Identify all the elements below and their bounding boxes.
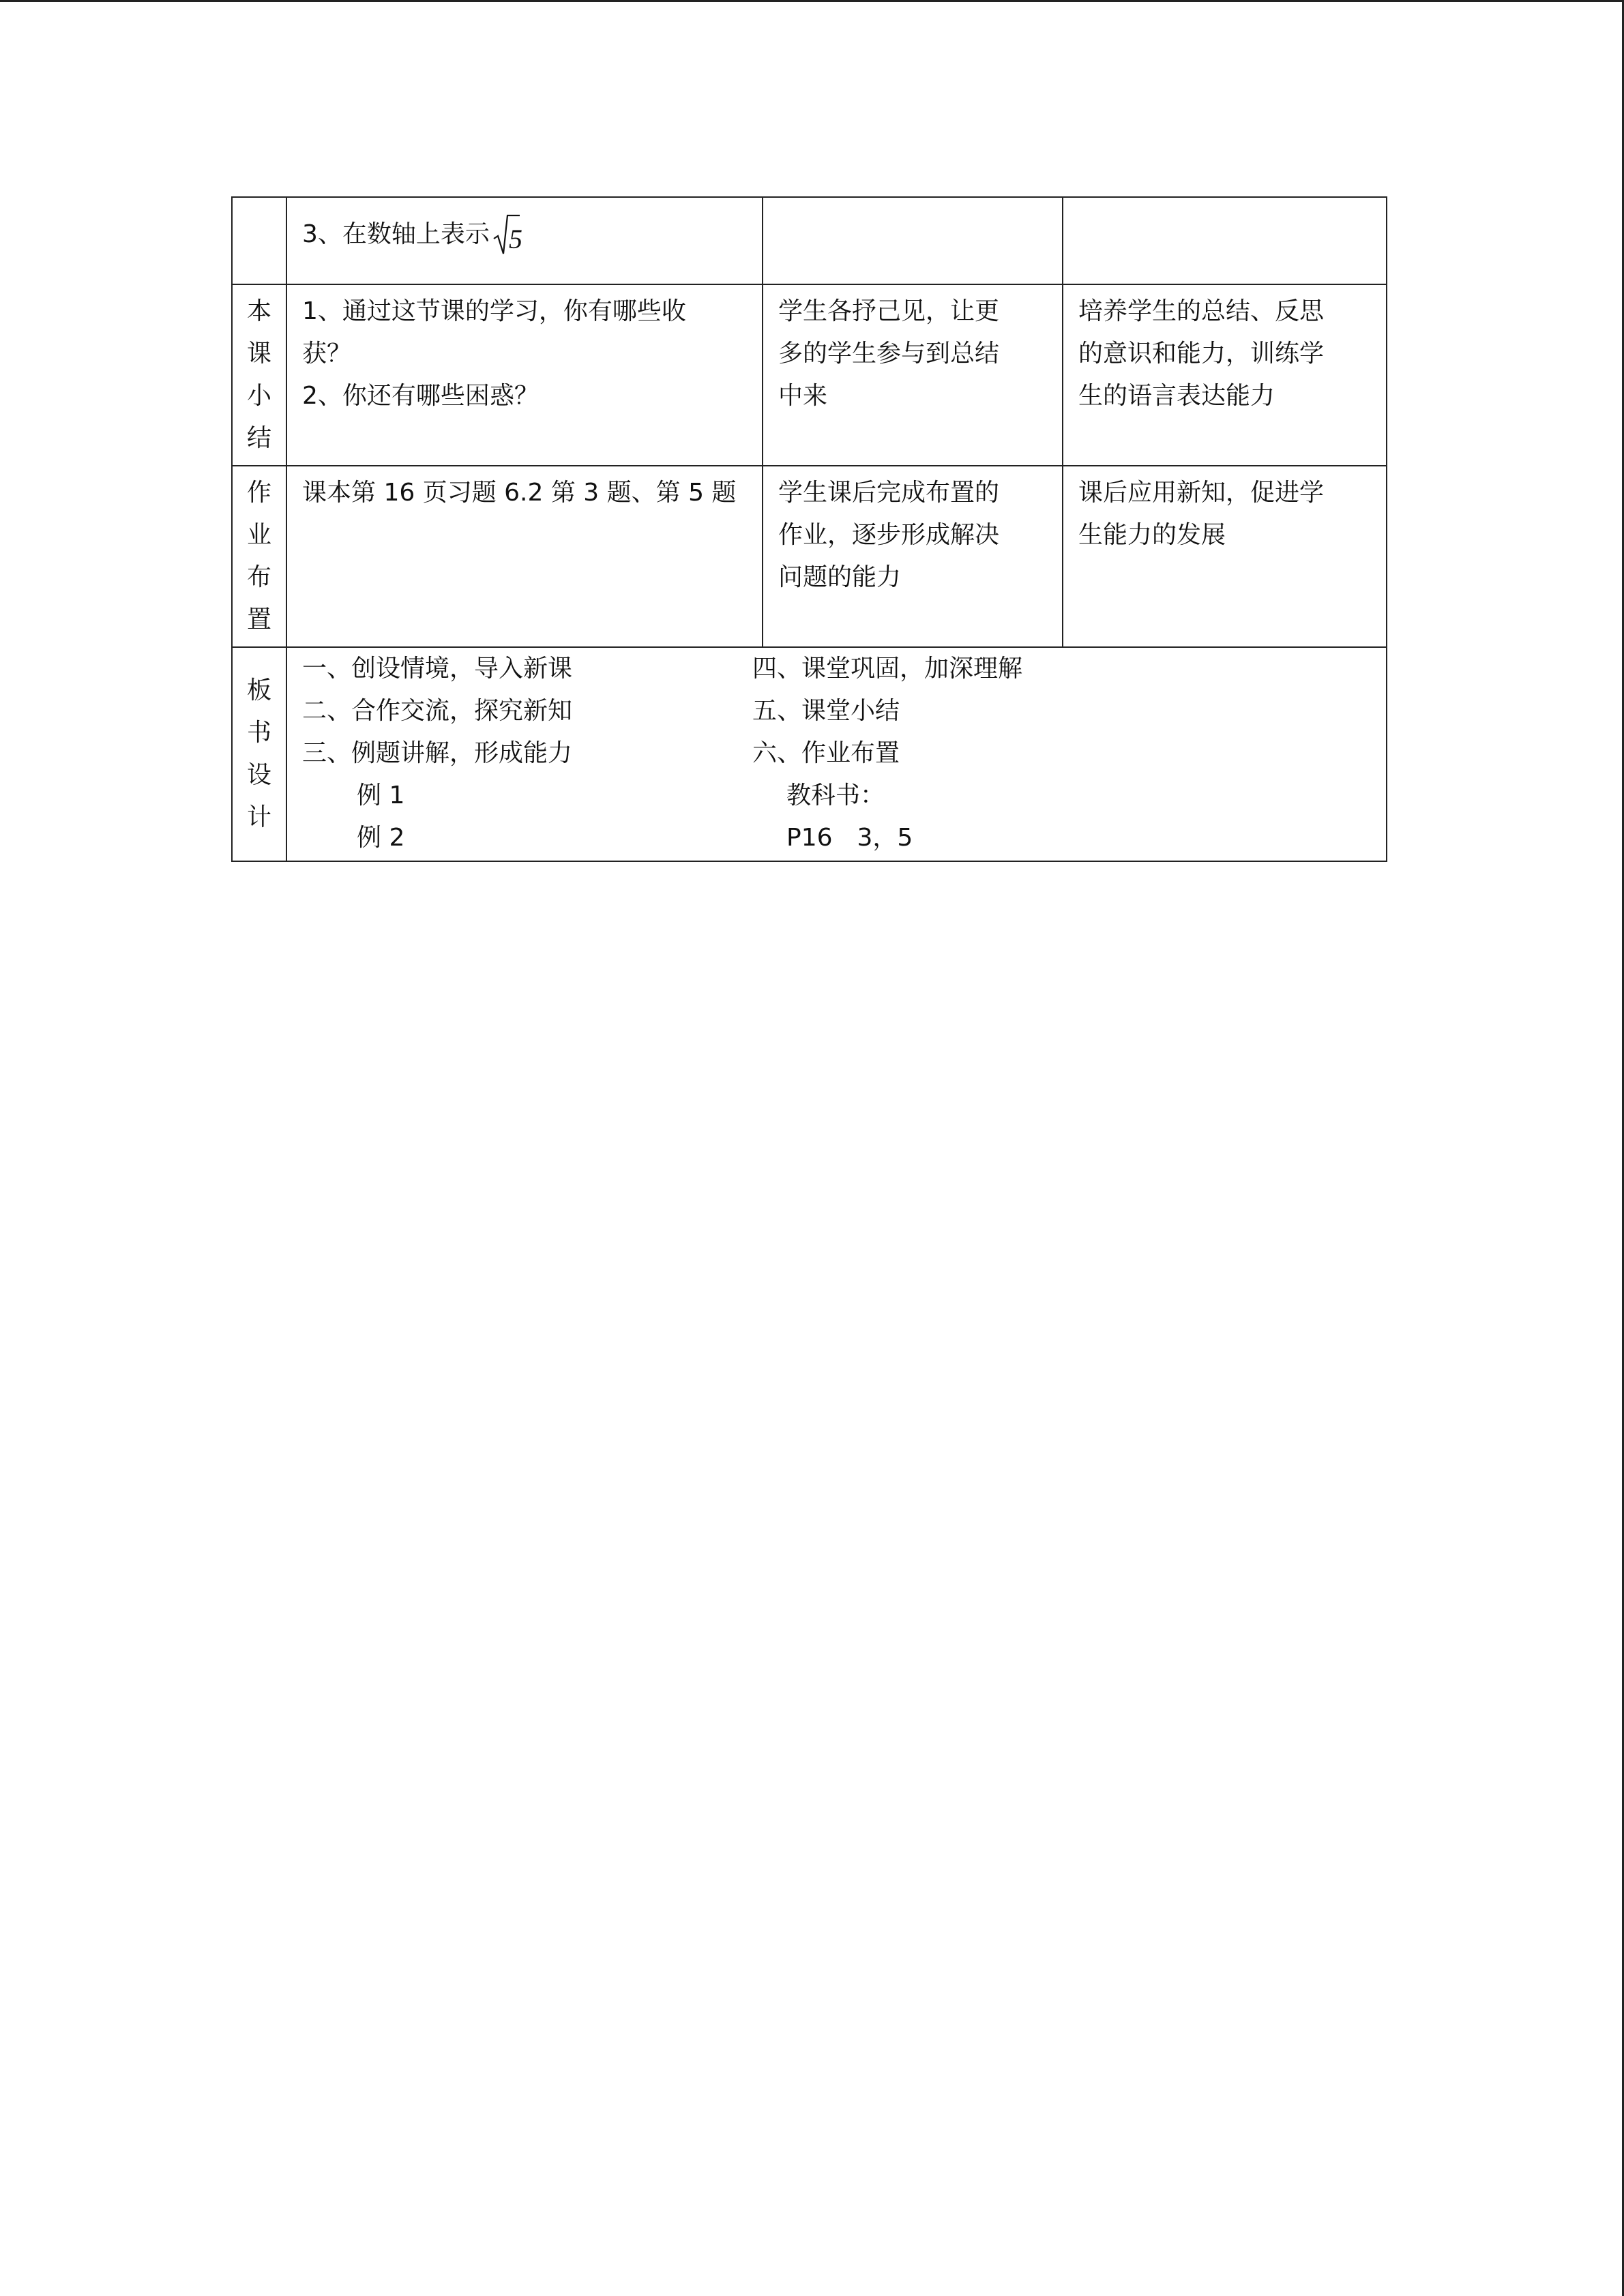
board-outline-item: 三、例题讲解，形成能力 (302, 739, 573, 767)
summary-question-line: 获？ (302, 340, 352, 368)
table-row-number-line (232, 197, 1387, 284)
number-line-task-text: 3、在数轴上表示 (302, 220, 490, 248)
design-intent-line: 生的语言表达能力 (1078, 382, 1275, 410)
design-intent-line: 生能力的发展 (1078, 521, 1226, 549)
board-outline (302, 648, 1371, 859)
student-activity-line: 学生各抒己见，让更 (778, 297, 1000, 325)
content-cell (286, 284, 763, 466)
content-cell (286, 466, 763, 647)
board-outline-item: 二、合作交流，探究新知 (302, 697, 573, 725)
board-outline-item: 六、作业布置 (752, 739, 900, 767)
label-char: 置 (246, 606, 271, 633)
student-activity-line: 学生课后完成布置的 (778, 479, 1000, 507)
summary-question-line: 2、你还有哪些困惑？ (302, 382, 539, 410)
student-activity-line: 中来 (778, 382, 828, 410)
table-row-lesson-summary (232, 284, 1387, 466)
student-activity-cell (763, 284, 1063, 466)
student-activity-line: 问题的能力 (778, 563, 902, 591)
label-char: 书 (246, 719, 271, 747)
label-char: 布 (246, 563, 271, 591)
design-intent-cell (1063, 284, 1387, 466)
radicand-text: 5 (508, 224, 522, 254)
board-textbook-label: 教科书： (786, 781, 885, 809)
student-activity-line: 作业，逐步形成解决 (778, 521, 1000, 549)
board-design-cell (286, 647, 1387, 861)
row-label-lesson-summary (232, 284, 286, 466)
board-outline-item: 四、课堂巩固，加深理解 (752, 655, 1023, 683)
board-outline-item: 五、课堂小结 (752, 697, 900, 725)
label-char: 设 (246, 761, 271, 789)
label-char: 作 (246, 479, 271, 507)
square-root-symbol (492, 213, 520, 258)
table-row-homework (232, 466, 1387, 647)
lesson-plan-table (231, 196, 1387, 862)
label-char: 计 (246, 803, 271, 831)
label-char: 业 (246, 521, 271, 549)
student-activity-cell (763, 466, 1063, 647)
board-example-item: 例 1 (357, 781, 405, 809)
label-char: 结 (246, 424, 271, 452)
board-example-item: 例 2 (357, 824, 405, 852)
design-intent-cell (1063, 197, 1387, 284)
student-activity-cell (763, 197, 1063, 284)
design-intent-line: 的意识和能力，训练学 (1078, 340, 1325, 368)
label-char: 板 (246, 676, 271, 704)
design-intent-line: 培养学生的总结、反思 (1078, 297, 1325, 325)
design-intent-cell (1063, 466, 1387, 647)
summary-question-line: 1、通过这节课的学习，你有哪些收 (302, 297, 686, 325)
board-textbook-reference: P16 3，5 (786, 824, 913, 852)
content-cell (286, 197, 763, 284)
row-label-homework (232, 466, 286, 647)
design-intent-line: 课后应用新知，促进学 (1078, 479, 1325, 507)
label-char: 本 (246, 297, 271, 325)
label-char: 课 (246, 340, 271, 368)
page-top-border (0, 0, 1624, 2)
row-label-board-design (232, 647, 286, 861)
row-label-empty (232, 197, 286, 284)
homework-assignment-line: 课本第 16 页习题 6.2 第 3 题、第 5 题 (302, 479, 737, 507)
board-outline-item: 一、创设情境，导入新课 (302, 655, 573, 683)
label-char: 小 (246, 382, 271, 410)
table-row-board-design (232, 647, 1387, 861)
student-activity-line: 多的学生参与到总结 (778, 340, 1000, 368)
